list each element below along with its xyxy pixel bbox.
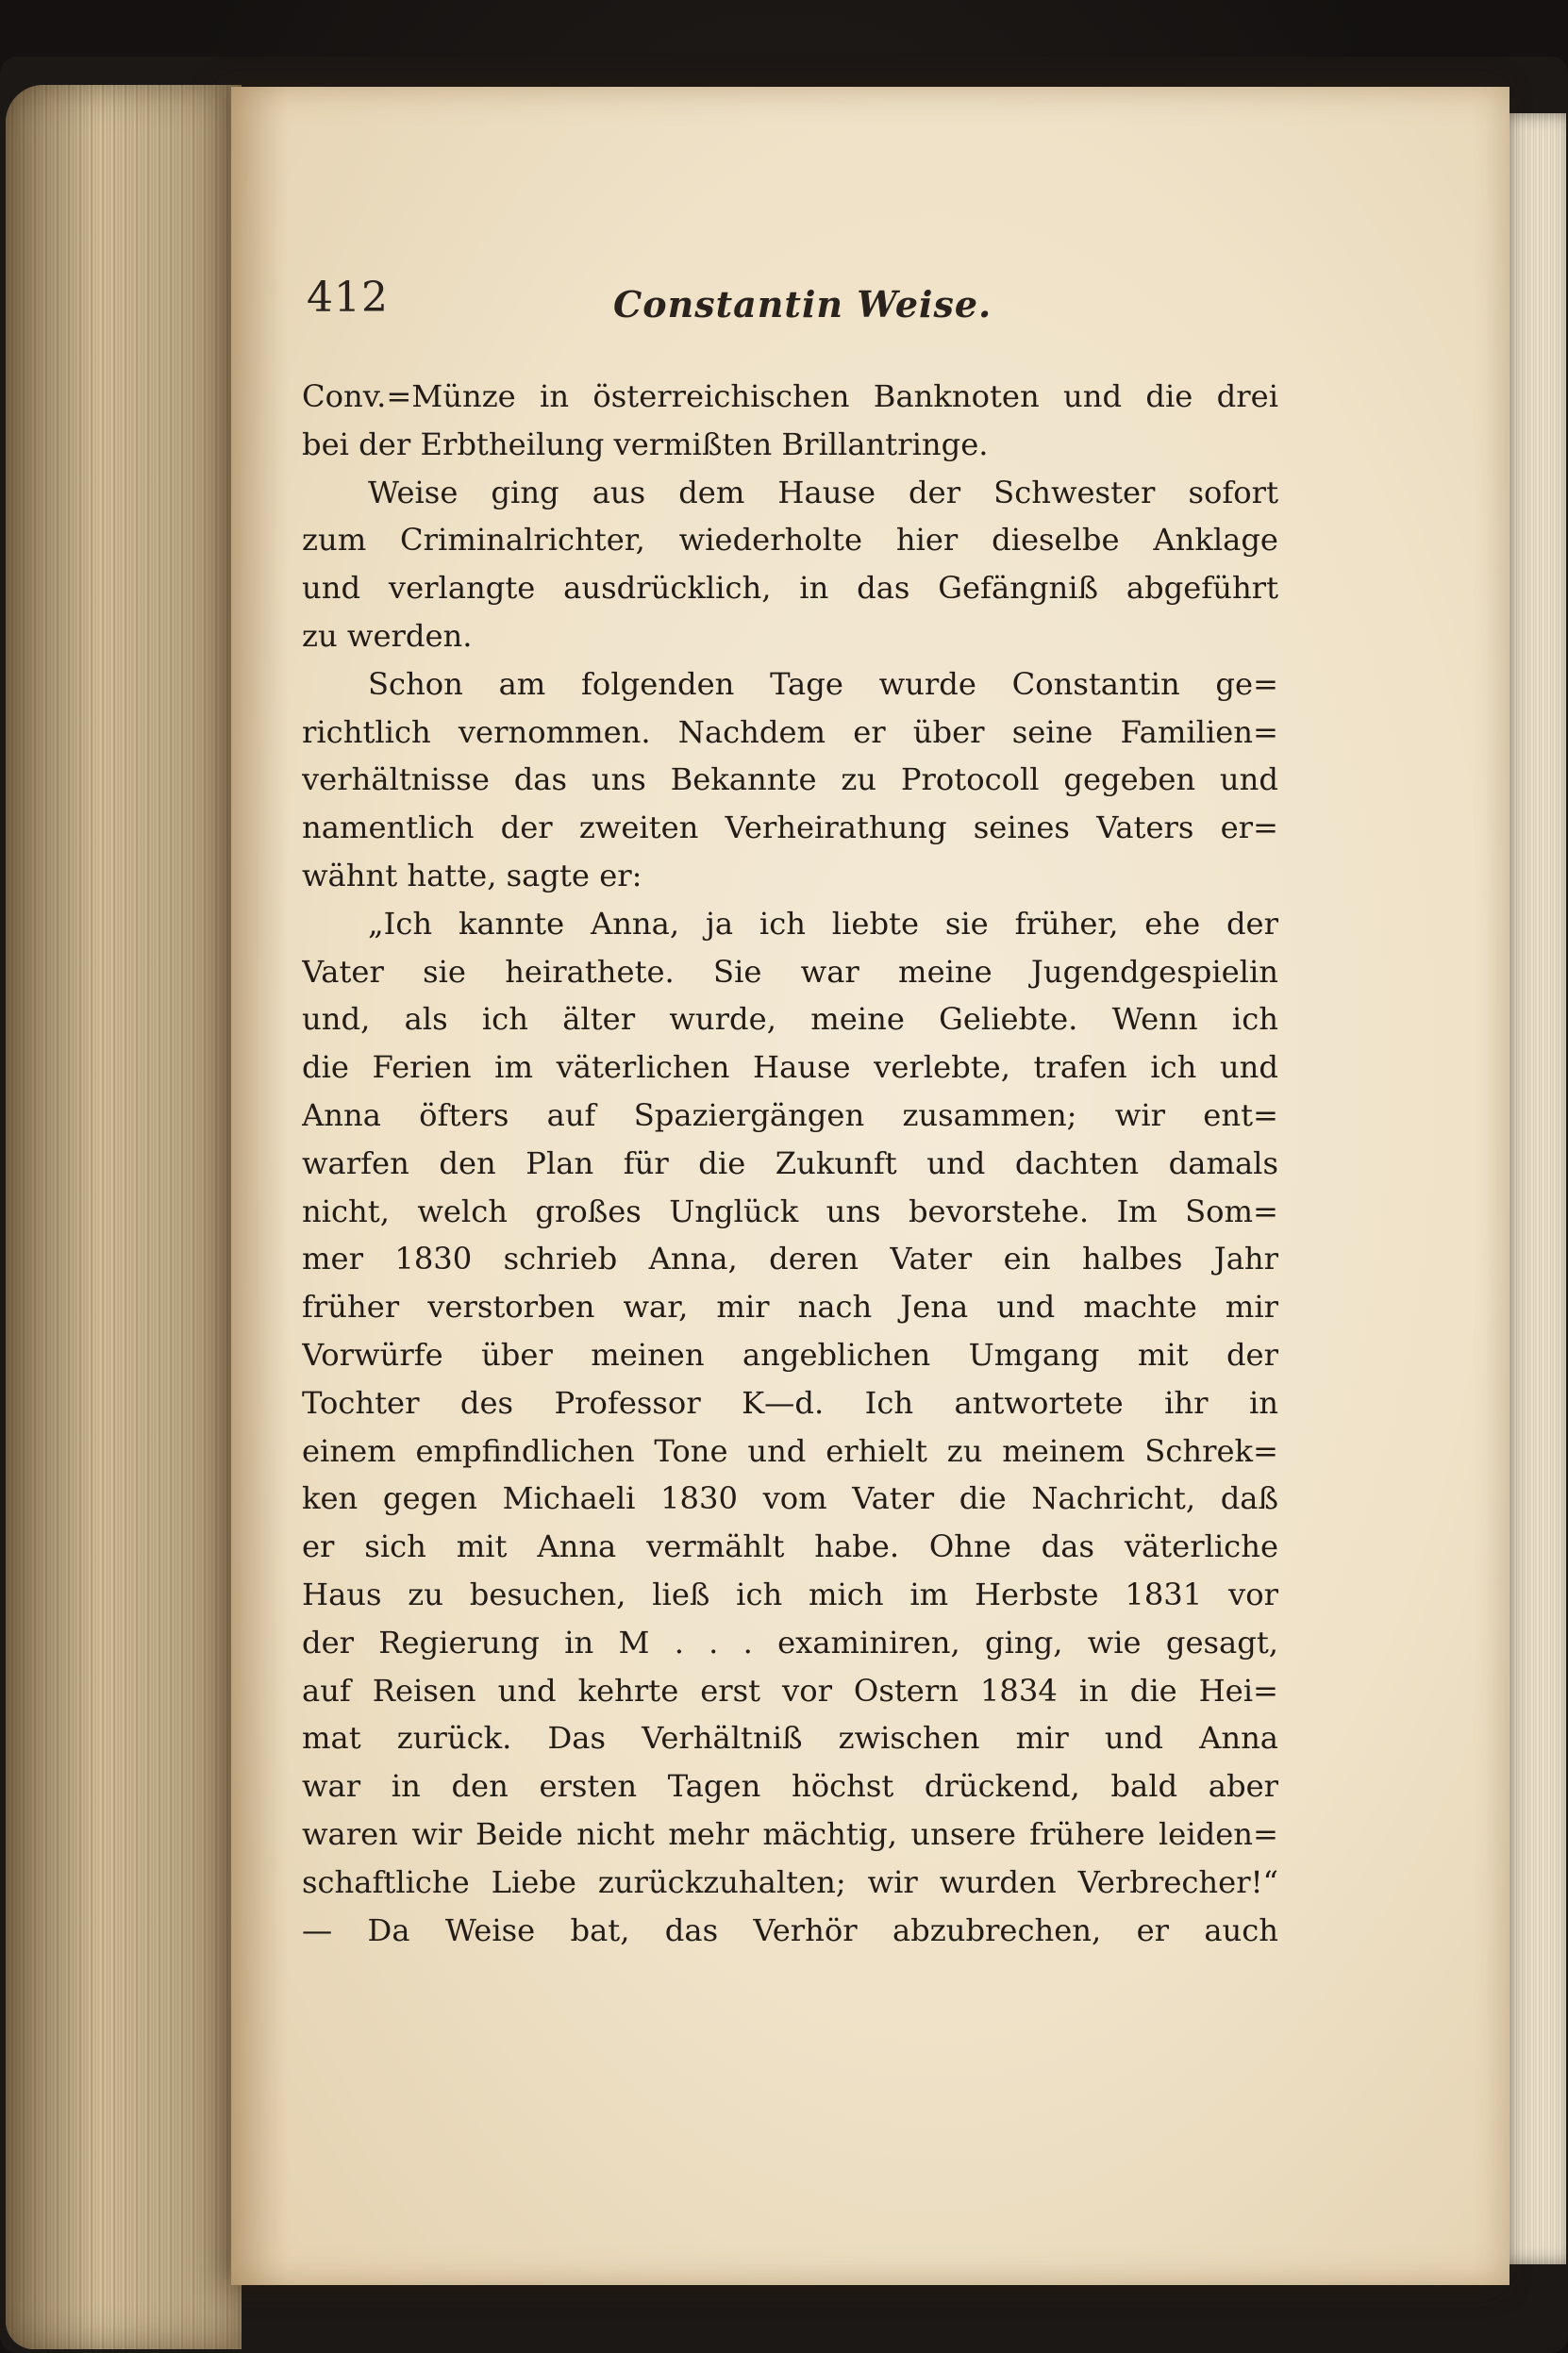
text-line: Tochter des Professor K—d. Ich antwortete ihr in [302, 1384, 1278, 1421]
running-title: Constantin Weise. [613, 283, 993, 325]
text-line: zum Criminalrichter, wiederholte hier dieselbe Anklage [302, 522, 1278, 559]
page-edges-right [1500, 113, 1566, 2264]
body-text [302, 373, 1278, 1954]
text-line: Conv.=Münze in österreichischen Banknoten und die drei [302, 378, 1278, 414]
text-line: warfen den Plan für die Zukunft und dachten damals [302, 1144, 1278, 1181]
text-line: mer 1830 schrieb Anna, deren Vater ein halbes Jahr [302, 1241, 1278, 1277]
text-line: die Ferien im väterlichen Hause verlebte, trafen ich und [302, 1049, 1278, 1086]
page-header [307, 274, 1278, 340]
text-line: bei der Erbtheilung vermißten Brillantringe. [302, 426, 989, 462]
text-line: — Da Weise bat, das Verhör abzubrechen, er auch [302, 1911, 1278, 1948]
text-line: Schon am folgenden Tage wurde Constantin ge= [368, 665, 1278, 702]
text-line: auf Reisen und kehrte erst vor Ostern 1834 in die Hei= [302, 1672, 1278, 1709]
text-line: Weise ging aus dem Hause der Schwester sofort [368, 474, 1278, 510]
page-edges-left [6, 85, 242, 2349]
text-line: und verlangte ausdrücklich, in das Gefängniß abgeführt [302, 570, 1278, 607]
text-line: zu werden. [302, 617, 473, 654]
text-line: richtlich vernommen. Nachdem er über seine Familien= [302, 713, 1278, 750]
text-line: wähnt hatte, sagte er: [302, 857, 642, 893]
text-line: Anna öfters auf Spaziergängen zusammen; wir ent= [302, 1096, 1278, 1133]
text-line: schaftliche Liebe zurückzuhalten; wir wurden Verbrecher!“ [302, 1863, 1278, 1900]
text-line: Haus zu besuchen, ließ ich mich im Herbste 1831 vor [302, 1576, 1278, 1612]
text-line: war in den ersten Tagen höchst drückend, bald aber [302, 1768, 1278, 1805]
text-line: der Regierung in M . . . examiniren, ging, wie gesagt, [302, 1624, 1278, 1660]
text-line: früher verstorben war, mir nach Jena und machte mir [302, 1289, 1278, 1326]
text-line: Vater sie heirathete. Sie war meine Jugendgespielin [302, 953, 1278, 990]
text-line: er sich mit Anna vermählt habe. Ohne das väterliche [302, 1528, 1278, 1565]
text-line: verhältnisse das uns Bekannte zu Protocoll gegeben und [302, 761, 1278, 798]
text-line: nicht, welch großes Unglück uns bevorstehe. Im Som= [302, 1193, 1278, 1229]
page-number: 412 [307, 274, 389, 322]
text-line: Vorwürfe über meinen angeblichen Umgang mit der [302, 1336, 1278, 1373]
text-line: waren wir Beide nicht mehr mächtig, unsere frühere leiden= [302, 1815, 1278, 1852]
text-line: einem empfindlichen Tone und erhielt zu meinem Schrek= [302, 1432, 1278, 1469]
text-line: „Ich kannte Anna, ja ich liebte sie früher, ehe der [368, 905, 1278, 942]
text-line: ken gegen Michaeli 1830 vom Vater die Nachricht, daß [302, 1480, 1278, 1517]
text-line: namentlich der zweiten Verheirathung seines Vaters er= [302, 809, 1278, 846]
text-line: und, als ich älter wurde, meine Geliebte. Wenn ich [302, 1001, 1278, 1038]
text-line: mat zurück. Das Verhältniß zwischen mir und Anna [302, 1720, 1278, 1757]
